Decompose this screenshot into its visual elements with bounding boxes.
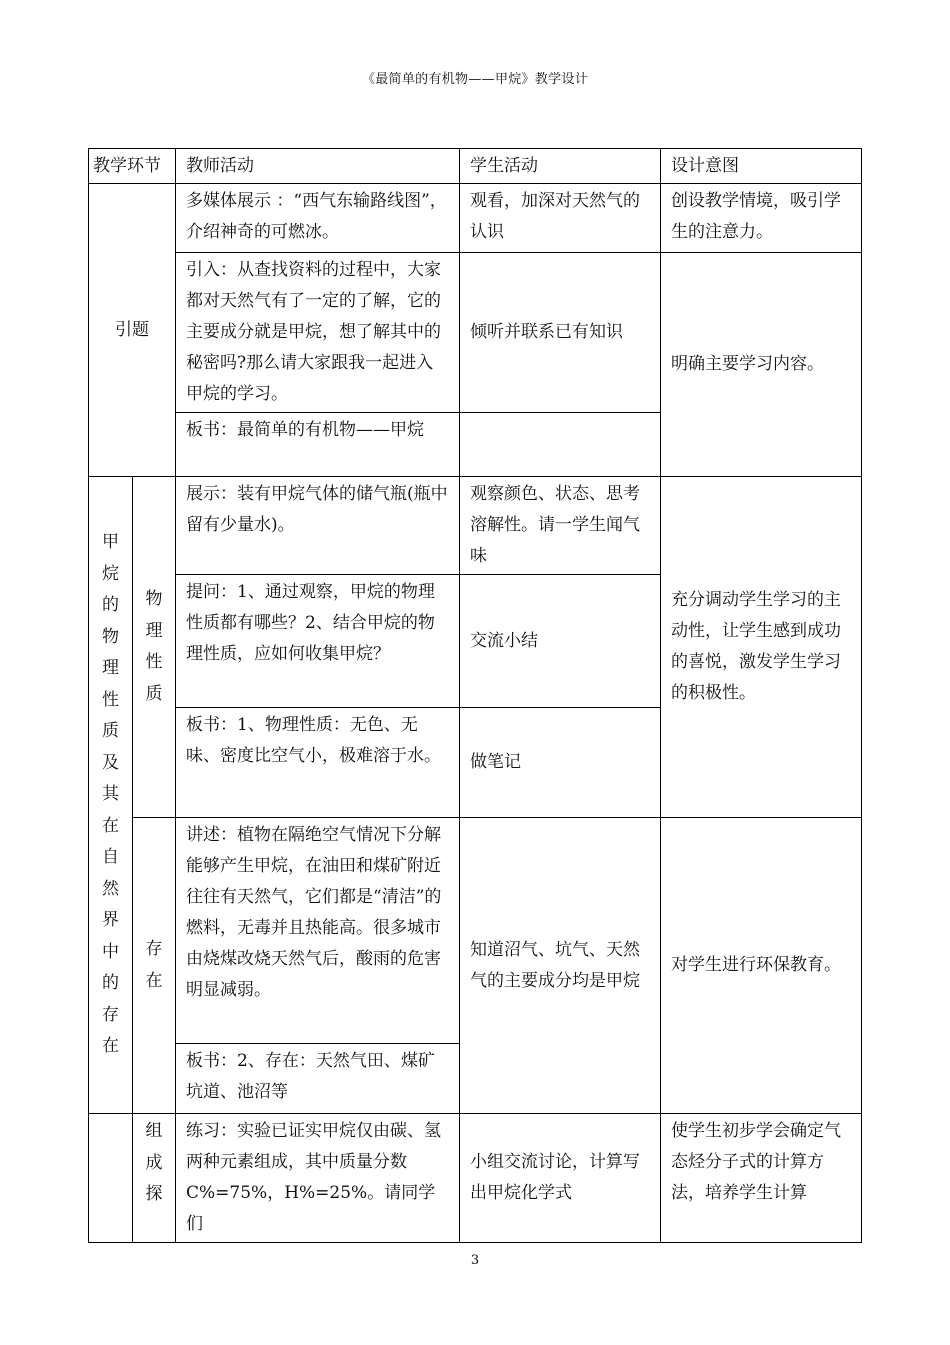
column-header-stage: 教学环节 <box>89 149 176 184</box>
intent-cell: 明确主要学习内容。 <box>661 253 862 477</box>
lesson-plan-table <box>88 148 862 1243</box>
table-row <box>89 477 862 575</box>
teacher-cell: 多媒体展示 ：“西气东输路线图”，介绍神奇的可燃冰。 <box>176 184 460 253</box>
student-cell: 倾听并联系已有知识 <box>460 253 661 413</box>
sub-stage-label-physical-properties: 物理性质 <box>145 589 163 704</box>
student-cell: 知道沼气、坑气、天然气的主要成分均是甲烷 <box>460 818 661 1114</box>
stage-cell-composition <box>89 1114 133 1243</box>
teacher-cell: 讲述：植物在隔绝空气情况下分解能够产生甲烷，在油田和煤矿附近往往有天然气，它们都是“清洁”的燃料，无毒并且热能高。很多城市由烧煤改烧天然气后，酸雨的危害明显减弱。 <box>176 818 460 1044</box>
stage-label-physical: 甲烷的物理性质及其在自然界中的存在 <box>102 532 119 1057</box>
student-cell <box>460 413 661 477</box>
teacher-cell: 展示：装有甲烷气体的储气瓶(瓶中留有少量水)。 <box>176 477 460 575</box>
intent-cell: 对学生进行环保教育。 <box>661 818 862 1114</box>
page-number: 3 <box>470 1253 480 1268</box>
column-header-intent: 设计意图 <box>661 149 862 184</box>
running-header: 《最简单的有机物——甲烷》教学设计 <box>361 72 589 87</box>
table-header-row <box>89 149 862 184</box>
stage-cell-intro: 引题 <box>89 184 176 477</box>
column-header-teacher: 教师活动 <box>176 149 460 184</box>
student-cell: 观看，加深对天然气的认识 <box>460 184 661 253</box>
sub-stage-existence <box>133 818 176 1114</box>
sub-stage-label-existence: 存在 <box>145 939 163 991</box>
teacher-cell: 板书：1、物理性质：无色、无味、密度比空气小，极难溶于水。 <box>176 708 460 818</box>
intent-cell: 使学生初步学会确定气态烃分子式的计算方法，培养学生计算 <box>661 1114 862 1243</box>
teacher-cell: 提问：1、通过观察，甲烷的物理性质都有哪些？2、结合甲烷的物理性质，应如何收集甲烷？ <box>176 575 460 708</box>
sub-stage-composition <box>133 1114 176 1243</box>
stage-cell-physical <box>89 477 133 1114</box>
student-cell: 小组交流讨论，计算写出甲烷化学式 <box>460 1114 661 1243</box>
teacher-cell: 练习：实验已证实甲烷仅由碳、氢两种元素组成，其中质量分数C%=75%，H%=25%。请同学们 <box>176 1114 460 1243</box>
table-row <box>89 818 862 1044</box>
sub-stage-label-composition: 组成探 <box>145 1121 163 1204</box>
sub-stage-physical-properties <box>133 477 176 818</box>
intent-cell: 充分调动学生学习的主动性，让学生感到成功的喜悦，激发学生学习的积极性。 <box>661 477 862 818</box>
table-row <box>89 1114 862 1243</box>
student-cell: 交流小结 <box>460 575 661 708</box>
teacher-cell: 板书：最简单的有机物——甲烷 <box>176 413 460 477</box>
table-row <box>89 184 862 253</box>
teacher-cell: 引入：从查找资料的过程中，大家都对天然气有了一定的了解，它的主要成分就是甲烷，想了解其中的秘密吗?那么请大家跟我一起进入甲烷的学习。 <box>176 253 460 413</box>
column-header-student: 学生活动 <box>460 149 661 184</box>
student-cell: 观察颜色、状态、思考溶解性。请一学生闻气味 <box>460 477 661 575</box>
student-cell: 做笔记 <box>460 708 661 818</box>
teacher-cell: 板书：2、存在：天然气田、煤矿坑道、池沼等 <box>176 1044 460 1114</box>
table-row <box>89 253 862 413</box>
intent-cell: 创设教学情境，吸引学生的注意力。 <box>661 184 862 253</box>
